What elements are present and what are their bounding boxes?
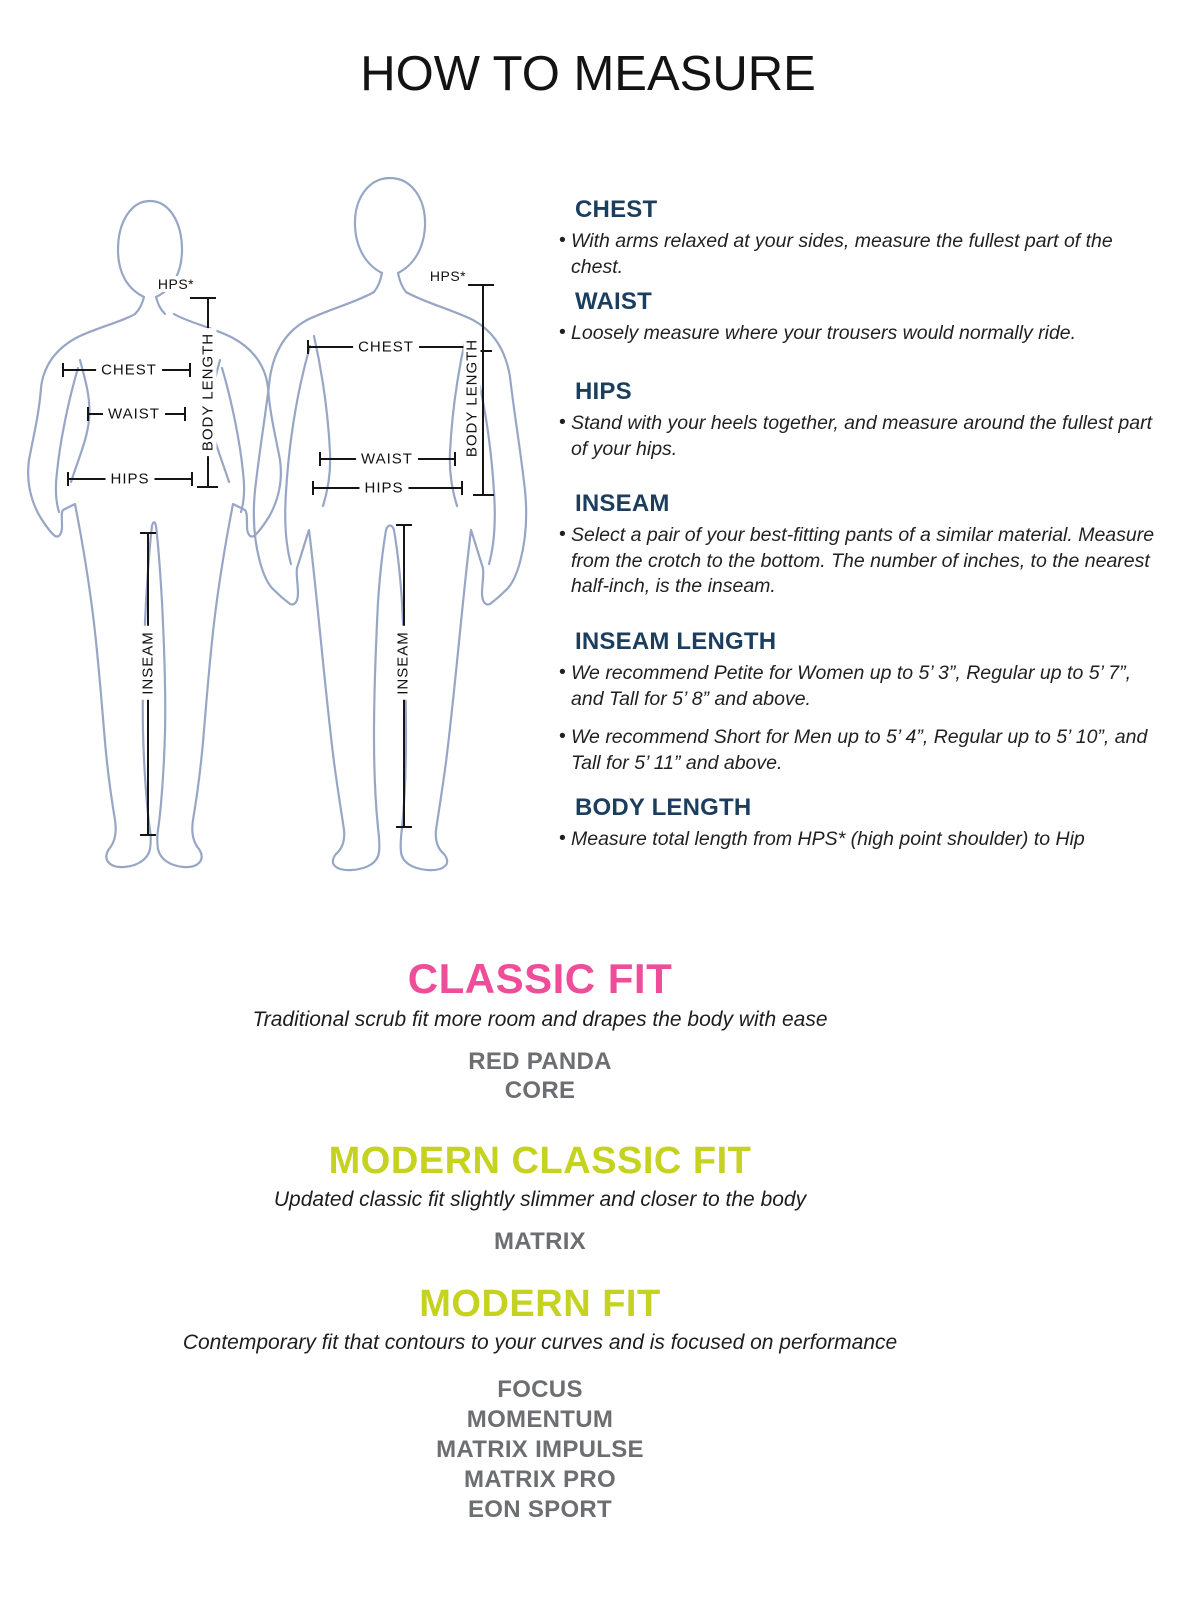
section-chest-heading: CHEST bbox=[575, 196, 658, 223]
product-name: MATRIX bbox=[493, 1228, 586, 1255]
bullet: • We recommend Petite for Women up to 5’ 3”, Regular up to 5’ 7”, and Tall for 5’ 8” and above. bbox=[558, 661, 1162, 712]
female-hps-label: HPS* bbox=[155, 276, 197, 292]
fit-classic-description: Traditional scrub fit more room and drapes the body with ease bbox=[252, 1008, 828, 1031]
female-figure-outline bbox=[28, 201, 281, 867]
male-figure-outline bbox=[254, 178, 526, 870]
product-name: RED PANDA bbox=[468, 1048, 612, 1075]
fit-modern-classic-title: MODERN CLASSIC FIT bbox=[328, 1140, 752, 1182]
female-waist-label: WAIST bbox=[103, 406, 165, 423]
section-waist-heading: WAIST bbox=[575, 288, 652, 315]
section-inseam-heading: INSEAM bbox=[575, 490, 670, 517]
fit-modern-classic bbox=[60, 1142, 1020, 1256]
fit-modern-description: Contemporary fit that contours to your curves and is focused on performance bbox=[182, 1331, 898, 1354]
product-name: MATRIX IMPULSE bbox=[436, 1436, 644, 1463]
male-hps-label: HPS* bbox=[427, 268, 469, 284]
bullet: • We recommend Short for Men up to 5’ 4”, Regular up to 5’ 10”, and Tall for 5’ 11” and above. bbox=[558, 725, 1162, 776]
male-waist-label: WAIST bbox=[356, 451, 418, 468]
male-body-length-label: BODY LENGTH bbox=[464, 334, 481, 462]
male-chest-label: CHEST bbox=[353, 339, 419, 356]
section-inseam-length bbox=[558, 628, 1162, 790]
section-body-length bbox=[558, 794, 1162, 866]
section-waist bbox=[558, 288, 1162, 360]
male-inseam-label: INSEAM bbox=[395, 626, 412, 700]
product-name: FOCUS bbox=[497, 1376, 583, 1403]
female-body-length-label: BODY LENGTH bbox=[200, 328, 217, 456]
section-inseam bbox=[558, 490, 1162, 613]
male-hips-label: HIPS bbox=[359, 480, 408, 497]
female-hips-label: HIPS bbox=[105, 471, 154, 488]
measurement-diagram bbox=[0, 170, 560, 890]
bullet: • Loosely measure where your trousers would normally ride. bbox=[558, 321, 1162, 347]
page-title: HOW TO MEASURE bbox=[360, 47, 816, 101]
product-name: EON SPORT bbox=[467, 1496, 613, 1523]
fit-modern bbox=[60, 1285, 1020, 1525]
section-chest bbox=[558, 196, 1162, 293]
fit-classic bbox=[60, 955, 1020, 1105]
section-body-length-heading: BODY LENGTH bbox=[575, 794, 752, 821]
section-inseam-length-heading: INSEAM LENGTH bbox=[575, 628, 777, 655]
product-name: MATRIX PRO bbox=[464, 1466, 616, 1493]
fit-modern-classic-description: Updated classic fit slightly slimmer and closer to the body bbox=[273, 1188, 807, 1211]
bullet: • With arms relaxed at your sides, measure the fullest part of the chest. bbox=[558, 229, 1162, 280]
female-chest-label: CHEST bbox=[96, 362, 162, 379]
bullet: • Measure total length from HPS* (high point shoulder) to Hip bbox=[558, 827, 1162, 853]
fit-classic-title: CLASSIC FIT bbox=[407, 955, 673, 1002]
product-name: MOMENTUM bbox=[466, 1406, 614, 1433]
bullet: • Select a pair of your best-fitting pants of a similar material. Measure from the crotch to the bottom. The number of inches, to the nearest half-inch, is the inseam. bbox=[558, 523, 1162, 600]
section-hips bbox=[558, 378, 1162, 475]
bullet: • Stand with your heels together, and measure around the fullest part of your hips. bbox=[558, 411, 1162, 462]
product-name: CORE bbox=[504, 1077, 576, 1104]
fit-modern-title: MODERN FIT bbox=[419, 1283, 661, 1325]
section-hips-heading: HIPS bbox=[575, 378, 632, 405]
female-inseam-label: INSEAM bbox=[140, 626, 157, 700]
